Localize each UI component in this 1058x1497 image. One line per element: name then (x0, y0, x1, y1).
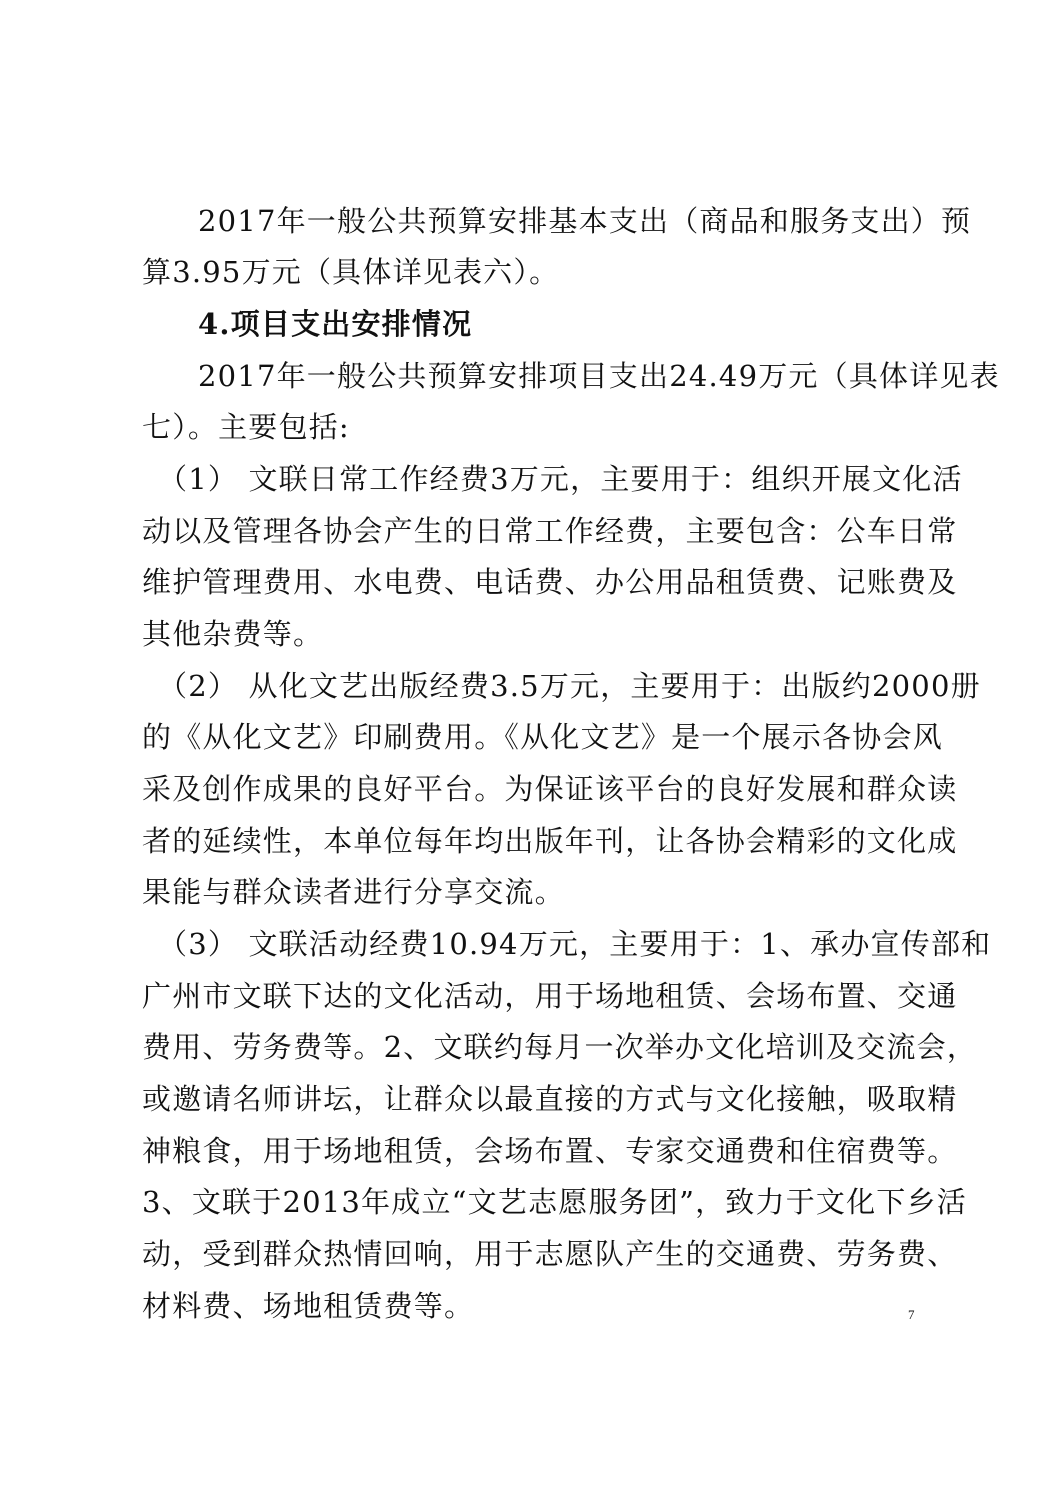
text-line: （3） 文联活动经费10.94万元，主要用于：1、承办宣传部和 (158, 927, 992, 961)
text-line: 采及创作成果的良好平台。为保证该平台的良好发展和群众读 (142, 772, 958, 806)
text-line: 神粮食，用于场地租赁，会场布置、专家交通费和住宿费等。 (142, 1134, 958, 1168)
text-line: 维护管理费用、水电费、电话费、办公用品租赁费、记账费及 (142, 565, 958, 599)
text-line: 动以及管理各协会产生的日常工作经费，主要包含：公车日常 (142, 514, 958, 548)
text-line: （1） 文联日常工作经费3万元，主要用于：组织开展文化活 (158, 462, 963, 496)
text-line: （2） 从化文艺出版经费3.5万元，主要用于：出版约2000册 (158, 669, 981, 703)
text-line: 的《从化文艺》印刷费用。《从化文艺》是一个展示各协会风 (142, 720, 943, 754)
text-line: 材料费、场地租赁费等。 (142, 1289, 475, 1323)
text-line: 算3.95万元（具体详见表六）。 (142, 255, 560, 289)
text-line: 七）。主要包括: (142, 410, 350, 444)
text-line: 广州市文联下达的文化活动，用于场地租赁、会场布置、交通 (142, 979, 958, 1013)
text-line: 其他杂费等。 (142, 617, 324, 651)
text-line: 者的延续性，本单位每年均出版年刊，让各协会精彩的文化成 (142, 824, 958, 858)
text-line: 3、文联于2013年成立“文艺志愿服务团”，致力于文化下乡活 (142, 1185, 967, 1219)
text-line: 费用、劳务费等。2、文联约每月一次举办文化培训及交流会， (142, 1030, 978, 1064)
text-line: 动，受到群众热情回响，用于志愿队产生的交通费、劳务费、 (142, 1237, 958, 1271)
text-line: 2017年一般公共预算安排项目支出24.49万元（具体详见表 (198, 359, 1000, 393)
section-heading: 4.项目支出安排情况 (198, 307, 473, 341)
text-line: 或邀请名师讲坛，让群众以最直接的方式与文化接触，吸取精 (142, 1082, 958, 1116)
text-line: 2017年一般公共预算安排基本支出（商品和服务支出）预 (198, 204, 972, 238)
page-number: 7 (908, 1307, 915, 1322)
text-line: 果能与群众读者进行分享交流。 (142, 875, 565, 909)
